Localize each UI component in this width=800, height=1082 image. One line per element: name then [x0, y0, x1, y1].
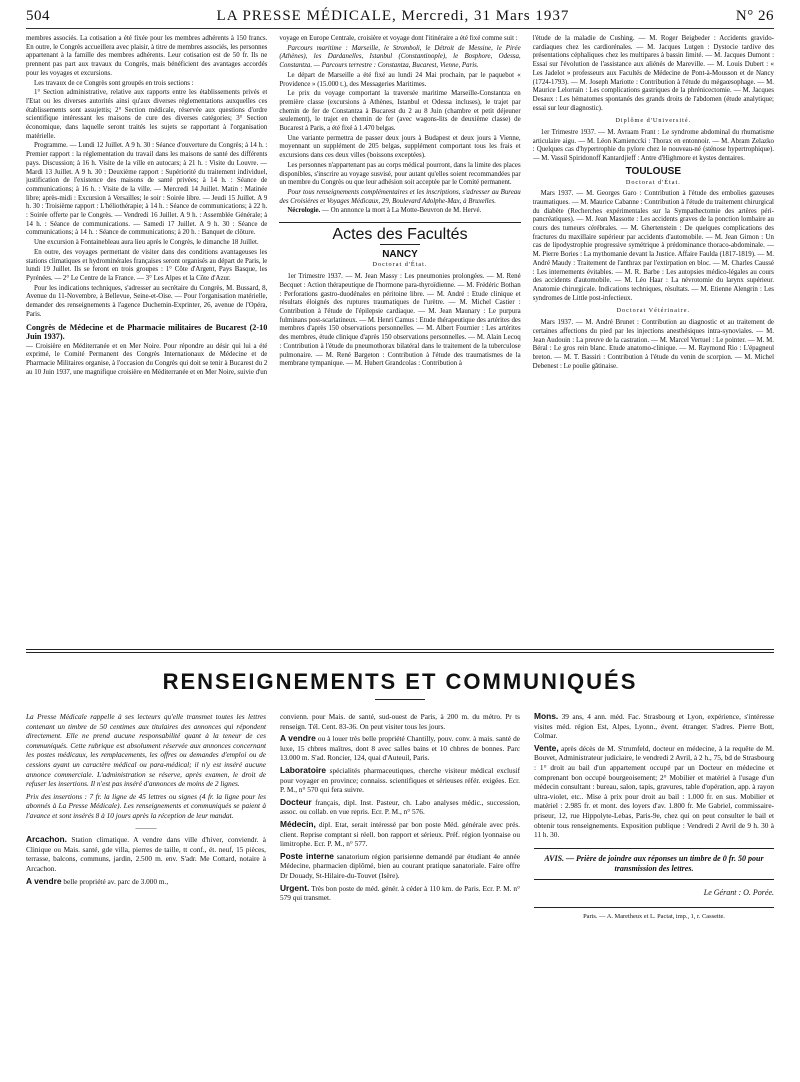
- ad-text: ou à louer très belle propriété Chantilly, pouv. conv. à mais. santé de luxe, 15 chbres maîtres, dont 8 avec salles bains et 10 chbres de bonnes. Parc 13.000 m. S'ad. Roncier, 124, quai d'Auteuil, Paris.: [280, 734, 521, 763]
- subsection-heading: Diplôme d'Université.: [615, 117, 692, 125]
- column-1: [26, 35, 267, 641]
- subsection-heading: Doctorat Vétérinaire.: [616, 307, 691, 315]
- ad-lead: A vendre: [26, 875, 62, 886]
- top-columns: [26, 35, 774, 641]
- classifieds-columns: [26, 712, 774, 922]
- journal-title: LA PRESSE MÉDICALE, Mercredi, 31 Mars 1937: [216, 8, 570, 24]
- printer-imprint: Paris. — A. Maretheux et L. Pactat, imp., 1, r. Cassette.: [534, 907, 774, 922]
- paragraph: Mars 1937. — M. André Brunet : Contribution au diagnostic et au traitement de certaines affections du pied par les injections anesthésiques intra-synoviales. — M. Jean Audouin : La preuve de la castration. — M. Marcel Vertuel : Le pointer. — M. M. Béral : Le gros rein blanc. Etude anatomo-clinique. — M. Raymond Rio : L'épagneul breton. — M. T. Bassiri : Contribution à l'étude du venin de scorpion. — M. Michel Debenest : Le poulie gâtinaise.: [532, 319, 774, 370]
- city-heading-toulouse: TOULOUSE: [625, 165, 682, 177]
- paragraph: Les personnes n'appartenant pas au corps médical pourront, dans la limite des places disponibles, s'inscrire au voyage susvisé, pour autant qu'elles soient recommandées par un membre du Congrès ou que leur adhésion soit acceptée par le Comité permanent.: [279, 161, 521, 187]
- paragraph: Pour les indications techniques, s'adresser au secrétaire du Congrès, M. Bussard, 8, Avenue du 11-Novembre, à Bellevue, Seine-et-Oise. — Pour l'organisation matérielle, demander des renseignements à l'agence Duchemin-Exprinter, 26, avenue de l'Opéra, Paris.: [26, 284, 268, 318]
- divider: ———: [135, 823, 157, 832]
- divider: [279, 222, 520, 223]
- paragraph: Le prix du voyage comportant la traversée maritime Marseille-Constantza en première classe (excursions à Athènes, Istanbul et Odessa incluses), le trajet par chemin de fer de Constantza à Bucarest du 2 au 8 Juin (chambre et petit déjeuner seulement), le trajet en chemin de fer (avec wagons-lits de deuxième classe) de Bucarest à Paris, a été fixé à 1.470 belgas.: [279, 90, 521, 133]
- classifieds-prices: Prix des insertions : 7 fr. la ligne de 45 lettres ou signes (4 fr. la ligne pour les abonnés à La Presse Médicale). Les renseignements et communiqués se paient à l'avance et sont insérés 8 à 10 jours après la réception de leur mandat.: [26, 791, 266, 820]
- paragraph: voyage en Europe Centrale, croisière et voyage dont l'itinéraire a été fixé comme suit :: [279, 35, 518, 42]
- city-heading-nancy: NANCY: [382, 248, 418, 260]
- classifieds-column-2: [280, 712, 520, 922]
- ad-text: convienn. pour Mais. de santé, sud-ouest de Paris, à 200 m. du métro. Pr ts renseign. Tél. Cent. 83-36. On peut visiter tous les jours.: [280, 712, 520, 731]
- section-title-actes: Actes des Facultés: [332, 226, 468, 244]
- subsection-heading: Doctorat d'État.: [372, 261, 428, 269]
- ad-text: dipl. Etat, serait intéressé par bon poste Méd. générale avec prés. client. Reprise comptant si réell. bon rapport et sérieux. Préf. région lyonnaise ou limitrophe. Ecr. P. M., n° 577.: [280, 819, 520, 849]
- ad-text: spécialités pharmaceutiques, cherche visiteur médical exclusif pour voyager en province; connaiss. scientifiques et sérieuses référ. exigées. Ecr. P. M., n° 570 qui fera suivre.: [280, 765, 520, 795]
- divider: [375, 699, 425, 700]
- paragraph: l'étude de la maladie de Cushing. — M. Roger Beigbeder : Accidents gravido-cardiaques chez les cardiorénales. — M. Jacques Lutgen : Dystocie tardive des présentations céphaliques chez les multipares à bassin limité. — M. Jacques Dumont : Essai sur l'évolution de l'assistance aux aliénés de Mareville. — M. Louis Dubert : « Les Jadelot » professeurs aux Facultés de Médecine de Pont-à-Mousson et de Nancy (1724-1793). — M. Joseph Mariotte : Contribution à l'étude du mégaœsophage. — M. Maurice Lelorrain : Les complications gastriques de la phrénicectomie. — M. Jacques Desaux : Les hématomes spontanés des grands droits de l'abdomen (étude analytique; essai sur leur diagnostic).: [532, 35, 774, 112]
- necrology-heading: Nécrologie.: [287, 207, 321, 215]
- ad-text: sanatorium région parisienne demandé par étudiant 4e année Médecine, pharmacien diplômé, bien au courant pratique sanatoriale. Faire offre Dr Douady, St-Hilaire-du-Touvet (Isère).: [280, 851, 520, 880]
- ad-item: [26, 835, 266, 873]
- ad-item: [280, 820, 520, 849]
- paragraph: — Croisière en Méditerranée et en Mer Noire. Pour répondre au désir qui lui a été exprimé, le Comité Permanent des Congrès Internationaux de Médecine et de Pharmacie Militaires organise, à l'occasion du Congrès qui doit se tenir à Bucarest du 2 au 10 Juin 1937, une magnifique croisière en Méditerranée et en Mer Noire, suivie d'un: [26, 342, 268, 376]
- ad-text: Très bon poste de méd. génér. à céder à 110 km. de Paris. Ecr. P. M. n° 579 qui transmet.: [280, 883, 520, 903]
- section-title-renseignements: RENSEIGNEMENTS ET COMMUNIQUÉS: [162, 669, 638, 694]
- necrology-text: — On annonce la mort à La Motte-Beuvron de M. Hervé.: [322, 207, 482, 215]
- classifieds-column-1: [26, 712, 266, 922]
- necrology: [279, 207, 520, 216]
- ad-item: [26, 877, 266, 887]
- ad-lead: Arcachon.: [26, 834, 67, 845]
- ad-text: 39 ans, 4 ann. méd. Fac. Strasbourg et Lyon, expérience, s'intéresse visites méd. région Est, Alpes, Lyonn., évent. étranger. S'adres. Pierre Bott, Colmar.: [534, 712, 775, 741]
- paragraph: Mars 1937. — M. Georges Garo : Contribution à l'étude des embolies gazeuses traumatiques. — M. Maurice Cabanne : Contribution à l'étude du traitement chirurgical du diabète (Recherches expérimentales sur la Sympathectomie des artères péri-pancréatiques). — M. Jean Massotte : Les accidents graves de la ponction lombaire au cours des tumeurs cérébrales. — M. Ghertenstein : De quelques complications des fractures du maxillaire supérieur par accidents d'automobile. — M. Jean Gimon : Un cas de lipodystrophie progressive symétrique à prédominance thoraco-abdominale. — M. Pierre Bories : La mythomanie devant la Justice. Affaire Faulda (1817-1819). — M. André Maudy : Traitement de l'anthrax par l'extirpation en bloc. — M. Charles Caussé : Les internements évitables. — M. R. Barbe : Les autopsies médico-légales au cours des accidents d'automobile. — M. Léo Haar : La névrotomie du larynx supérieur. Anatomie chirurgicale. Indications techniques, résultats. — M. Etienne Alengrin : Les syndromes de Little post-infectieux.: [532, 190, 774, 302]
- paragraph: Les travaux de ce Congrès sont groupés en trois sections :: [34, 79, 194, 87]
- paragraph: membres associés. La cotisation a été fixée pour les membres adhérents à 150 francs. En outre, le Congrès accueillera avec plaisir, à titre de membres associés, les personnes appartenant à la famille des membres adhérents. Leur cotisation est de 50 fr. Ils ne prennent pas part aux travaux du Congrès, mais bénéficient des avantages accordés pour les voyages et excursions.: [26, 35, 268, 77]
- ad-text: français, dipl. Inst. Pasteur, ch. Labo analyses médic., succession, assoc. ou collab. en vue repris. Ecr. P. M., n° 576.: [280, 797, 521, 817]
- issue-number: N° 26: [735, 8, 774, 24]
- ad-item: [280, 798, 520, 817]
- ad-item: [280, 766, 520, 795]
- ad-lead: Laboratoire: [280, 764, 327, 775]
- subsection-heading: Doctorat d'État.: [625, 178, 681, 186]
- classifieds-column-3: [534, 712, 774, 922]
- paragraph: 1er Trimestre 1937. — M. Avraam Frant : Le syndrome abdominal du rhumatisme articulaire aigu. — M. Léon Kamienccki : Thorax en entonnoir. — M. Abram Zelazko : Quelques cas d'hypertrophie du pylore chez le nouveau-né (sténose hypertrophique). — M. Vassil Spiridonoff Kantardjieff : Antre d'Highmore et kystes dentaires.: [532, 129, 774, 163]
- ad-lead: Urgent.: [280, 882, 310, 893]
- ad-lead: Docteur: [280, 796, 312, 807]
- section-divider: [26, 649, 774, 653]
- ad-lead: Poste interne: [280, 850, 334, 861]
- ad-text: après décès de M. S'trumfeld, docteur en médecine, à la requête de M. Bouvet, Administrateur judiciaire, le vendredi 2 Avril, à 2 h., 75, bd de Strasbourg : 1° droit au bail d'un appartement occupé par un Docteur en médecine et comprenant bon occupé bourgeoisement; 2° Mobilier et matériel à l'usage d'un médecin consultant : bureau, salon, tapis, gravures, table d'opération, app. à rayon ultra-violet, etc.. Mise à prix pour droit au bail : 1.000 fr. en sus. Mobilier et matériel : 2.985 fr. et mont. des loyers d'av. 1.800 fr. Me Gabriel, commissaire-priseur, 12, rue Hippolyte-Lebas, Paris-9e, chez qui on peut consulter le bail et obtenir tous renseignements. Exposition publique : Vendredi 2 Avril de 9 h. 30 à 11 h. 30.: [534, 743, 774, 840]
- notice-box: AVIS. — Prière de joindre aux réponses un timbre de 0 fr. 50 pour transmission des lettres.: [534, 848, 774, 880]
- paragraph: En outre, des voyages permettant de visiter dans des conditions avantageuses les stations climatiques et hydrominérales françaises seront organisés au départ de Paris, le lundi 19 Juillet. Ils se feront en trois groupes : 1° Côte d'Argent, Pays Basque, les Pyrénées. — 2° Le Centre de la France. — 3° Les Alpes et la Côte d'Azur.: [26, 248, 268, 282]
- ad-lead: A vendre: [280, 733, 316, 744]
- page-number: 504: [26, 8, 50, 24]
- paragraph: Une variante permettra de passer deux jours à Budapest et deux jours à Vienne, moyennant un supplément de 205 belgas, supplément comportant tous les frais et excursions dans ces deux villes (boissons exceptées).: [279, 134, 521, 160]
- paragraph: 1er Trimestre 1937. — M. Jean Massy : Les pneumonies prolongées. — M. René Becquet : Action thérapeutique de l'hormone para-thyroïdienne. — M. Frédéric Bothan : Perforations gastro-duodénales en péritoine libre. — M. André : Etude clinique et résultats éloignés des ruptures traumatiques de l'urètre. — M. Michel Castier : Contribution à l'étude de l'épilepsie cardiaque. — M. Jean Maunary : Le purpura fulminans post-scarlatineux. — M. Henri Camus : Etude thérapeutique des artérites des membres d'après 150 observations personnelles. — M. Albert Fournier : Les artérites des membres, étude clinique d'après 150 observations personnelles. — M. Alain Lecoq : Contribution à l'étude du pneumothorax bilatéral dans le traitement de la tuberculose pulmonaire. — M. René Bargeton : Contribution à l'étude des traumatismes de la membrane tympanique. — M. Hubert Grandcolas : Contribution à: [279, 273, 521, 368]
- paragraph: Le départ de Marseille a été fixé au lundi 24 Mai prochain, par le paquebot « Providence » (15.000 t.), des Messageries Maritimes.: [279, 71, 521, 88]
- manager-signature: Le Gérant : O. Porée.: [703, 887, 774, 897]
- ad-lead: Mons.: [534, 711, 559, 721]
- paragraph: Parcours maritime : Marseille, le Stromboli, le Détroit de Messine, le Pirée (Athènes), les Dardanelles, Istanbul (Constantinople), le Bosphore, Odessa, Constantza. — Parcours terrestre : Constantza, Bucarest, Vienne, Paris.: [279, 44, 521, 70]
- classifieds-intro: La Presse Médicale rappelle à ses lecteurs qu'elle transmet toutes les lettres contenant un timbre de 50 centimes aux titulaires des annonces qui répondent directement. Elle ne prend aucune responsabilité quant à la teneur de ces communiqués. Cette rubrique est absolument réservée aux annonces concernant les postes médicaux, les remplacements, les offres ou demandes d'emploi ou de cessions ayant un caractère médical ou para-médical; il n'y est inséré aucune annonce commerciale. L'administration se réserve, après examen, le droit de refuser les insertions. Il n'est pas inséré d'annonces de moins de 2 lignes.: [26, 712, 266, 789]
- page-header: [26, 8, 774, 29]
- congress-heading: Congrès de Médecine et de Pharmacie militaires de Bucarest (2-10 Juin 1937).: [26, 322, 268, 341]
- ad-item: [534, 744, 774, 840]
- paragraph: Programme. — Lundi 12 Juillet. A 9 h. 30 : Séance d'ouverture du Congrès; à 14 h. : Premier rapport : la réglementation du travail dans les maisons de santé des différents pays. Discussion; à 16 h. Visite de la ville en autocars; à 21 h. : Visite du Louvre. — Mardi 13 Juillet. A 9 h. 30 : Deuxième rapport : Supériorité du traitement individuel, justification de l'existence des maisons de santé privées; à 14 h. : Séance de communications; à 16 h. : Visite de la ville. — Mercredi 14 Juillet. Matin : Matinée libre; après-midi : Excursion à Versailles; le soir : Soirée libre. — Jeudi 15 Juillet. A 9 h. 30 : Troisième rapport : L'héliothérapie; à 14 h. : Séance de communications; à 22 h. : Soirée offerte par le Congrès. — Vendredi 16 Juillet. A 9 h. : Assemblée Générale; à 14 h. : Séance de communications. — Samedi 17 Juillet. A 9 h. 30 : Séance de communications; à 14 h. : Séance de communications; à 20 h. : Banquet de clôture.: [26, 142, 268, 237]
- ad-lead: Vente,: [534, 742, 559, 753]
- ad-item: [280, 852, 520, 881]
- ad-item: [280, 734, 520, 763]
- ad-text: Station climatique. A vendre dans ville d'hiver, conviendr. à Clinique ou Mais. santé, gde villa, pierres de taille, tt conf., ét. neuf, 15 pièces, terrasse, balcons, communs, jardin, 2.500 m. env. S'adr. Me Cottard, notaire à Arcachon.: [26, 835, 266, 873]
- ad-text: belle propriété av. parc de 3.000 m.,: [63, 876, 169, 886]
- ad-lead: Médecin,: [280, 818, 316, 829]
- paragraph: Une excursion à Fontainebleau aura lieu après le Congrès, le dimanche 18 Juillet.: [34, 239, 259, 247]
- paragraph: Pour tous renseignements complémentaires et les inscriptions, s'adresser au Bureau des Croisières et Voyages Médicaux, 29, Boulevard Adolphe-Max, à Bruxelles.: [279, 188, 521, 205]
- column-2: [279, 35, 520, 641]
- column-3: [533, 35, 774, 641]
- ad-item: [280, 884, 520, 903]
- divider: [380, 244, 420, 245]
- ad-item: [534, 712, 774, 741]
- paragraph: 1° Section administrative, relative aux rapports entre les établissements privés et l'Etat ou les diverses autorités ainsi qu'aux diverses réglementations auxquelles ces établissements sont assujettis; 2° Section médicale, réservée aux questions d'ordre scientifique intéressant les maisons de cure des diverses catégories; 3° Section économique, dans laquelle seront traités les sujets se rapportant à l'organisation matérielle.: [26, 89, 268, 140]
